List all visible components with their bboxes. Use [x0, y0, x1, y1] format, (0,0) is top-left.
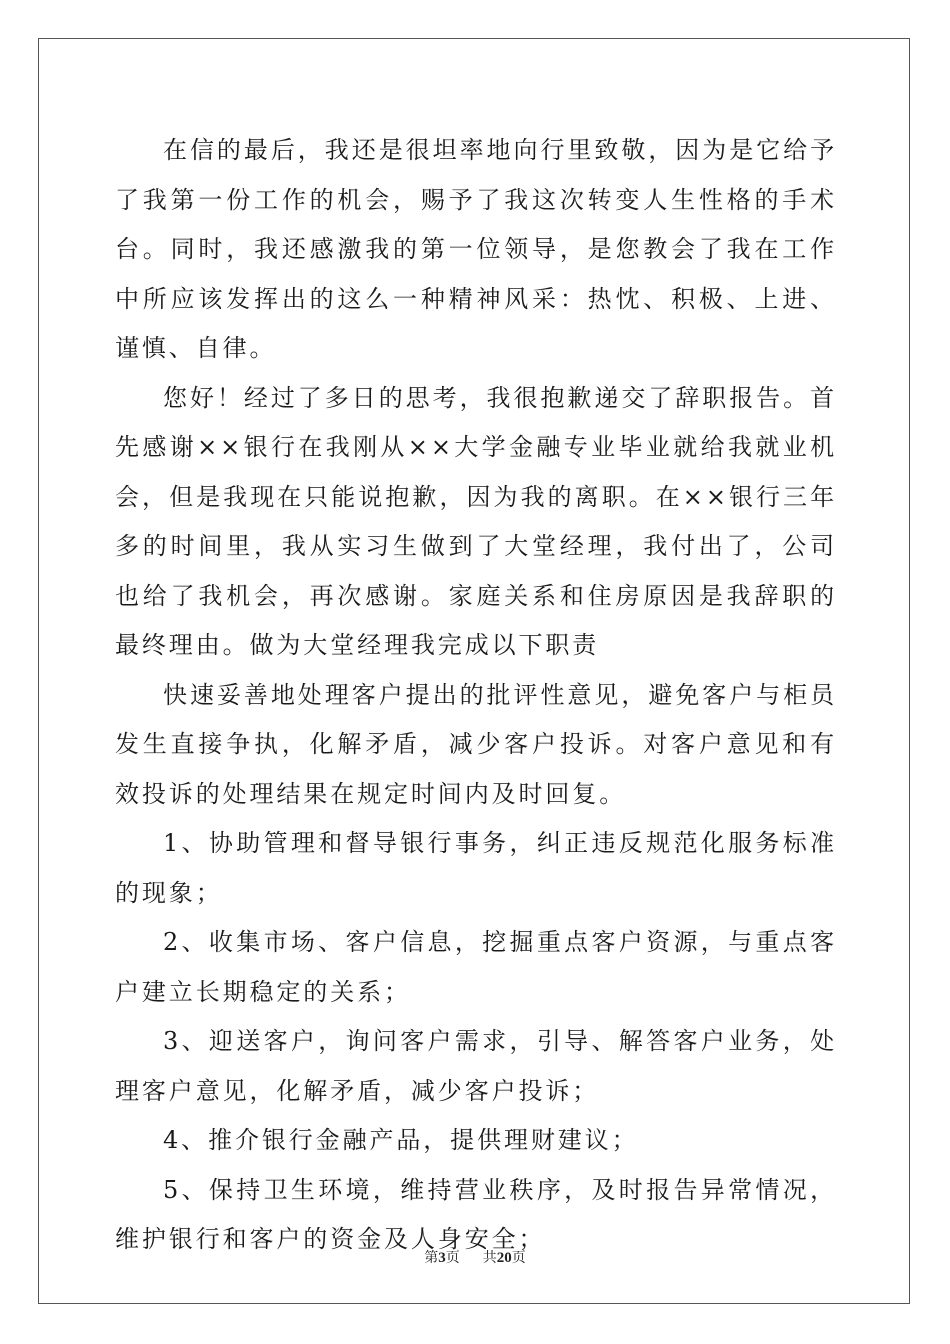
list-item-duty-2: 2、收集市场、客户信息，挖掘重点客户资源，与重点客户建立长期稳定的关系； — [115, 928, 837, 1006]
total-pages-label: 共20页 — [482, 1250, 526, 1266]
list-item-duty-4: 4、推介银行金融产品，提供理财建议； — [163, 1126, 639, 1154]
document-body — [115, 126, 837, 1265]
paragraph-closing-thanks: 在信的最后，我还是很坦率地向行里致敬，因为是它给予了我第一份工作的机会，赐予了我这次转变人生性格的手术台。同时，我还感激我的第一位领导，是您教会了我在工作中所应该发挥出的这么一种精神风采：热忱、积极、上进、谨慎、自律。 — [115, 136, 837, 362]
page-number-label: 第3页 — [424, 1250, 460, 1266]
list-item-duty-3: 3、迎送客户，询问客户需求，引导、解答客户业务，处理客户意见，化解矛盾，减少客户投诉； — [115, 1027, 837, 1105]
list-item-duty-5: 5、保持卫生环境，维持营业秩序，及时报告异常情况，维护银行和客户的资金及人身安全； — [115, 1175, 837, 1253]
paragraph-complaint-handling: 快速妥善地处理客户提出的批评性意见，避免客户与柜员发生直接争执，化解矛盾，减少客户投诉。对客户意见和有效投诉的处理结果在规定时间内及时回复。 — [115, 680, 837, 808]
page-footer — [0, 1247, 950, 1267]
list-item-duty-1: 1、协助管理和督导银行事务，纠正违反规范化服务标准的现象； — [115, 829, 837, 907]
paragraph-resignation-intro: 您好！经过了多日的思考，我很抱歉递交了辞职报告。首先感谢××银行在我刚从××大学金融专业毕业就给我就业机会，但是我现在只能说抱歉，因为我的离职。在××银行三年多的时间里，我从实习生做到了大堂经理，我付出了，公司也给了我机会，再次感谢。家庭关系和住房原因是我辞职的最终理由。做为大堂经理我完成以下职责 — [115, 383, 837, 659]
